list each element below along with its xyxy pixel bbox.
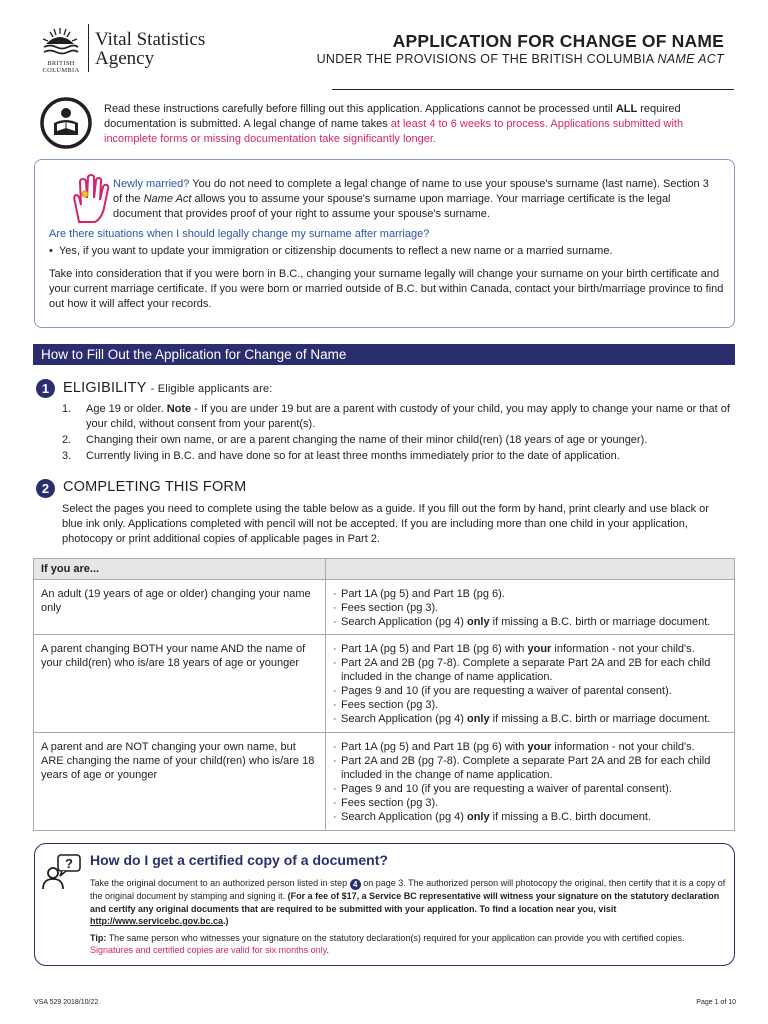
section-heading: How to Fill Out the Application for Change of Name — [33, 344, 735, 365]
step-2-badge: 2 — [36, 479, 55, 498]
list-item: 3. Currently living in B.C. and have done so for at least three months immediately prior to the date of application. — [62, 449, 620, 462]
marriage-question: Are there situations when I should legally change my surname after marriage? — [49, 228, 430, 240]
surname-consideration-text: Take into consideration that if you were born in B.C., changing your surname legally will change your surname on your birth certificate and your current marriage certificate. If you were born or married outside of B.C. but within Canada, contact your birth/marriage province to find out how it will affect your records. — [49, 268, 724, 310]
bc-vital-statistics-logo — [38, 22, 228, 74]
newly-married-text: Newly married? You do not need to complete a legal change of name to use your spouse's surname (last name). Section 3 of the Name Act allows you to assume your spouse's surname upon marriage. Your marriage certificate is the legal document that provides proof of your right to assume your spouse's surname. — [113, 178, 709, 220]
form-code: VSA 529 2018/10/22 — [34, 999, 99, 1006]
table-cell-who: An adult (19 years of age or older) changing your name only — [34, 580, 326, 635]
bc-wordmark: BRITISH COLUMBIA — [42, 60, 80, 74]
table-cell-who: A parent and are NOT changing your own name, but ARE changing the name of your child(ren) who is/are 18 years of age or younger — [34, 733, 326, 831]
table-row — [34, 580, 735, 635]
table-header-cell — [326, 559, 735, 580]
page-number: Page 1 of 10 — [696, 999, 736, 1006]
tip-body: Take the original document to an authorized person listed in step 4 on page 3. The authorized person will photocopy the original, then certify that it is a copy of the original document by stamping and signing it. (For a fee of $17, a Service BC representative will witness your signature on the statutory declaration and certify any original documents that are required to be submitted with your application. To find a location near you, visit http://www.servicebc.gov.bc.ca.) Tip: The same person who witnesses your signature on the statutory declaration(s) required for your application can provide you with certified copies. Signatures and certified copies are valid for six months only. — [90, 878, 726, 955]
tip-title: How do I get a certified copy of a document? — [90, 852, 388, 868]
newly-married-callout — [34, 159, 735, 328]
document-subtitle: UNDER THE PROVISIONS OF THE BRITISH COLUMBIA NAME ACT — [316, 52, 724, 66]
servicebc-link[interactable]: http://www.servicebc.gov.bc.ca — [90, 916, 224, 926]
intro-instructions: Read these instructions carefully before filling out this application. Applications cannot be processed until ALL required documentation is submitted. A legal change of name takes at least 4 to 6 weeks to process. Applications submitted with incomplete forms or missing documentation take significantly longer. — [104, 103, 684, 145]
header-divider — [332, 89, 734, 90]
table-row — [34, 733, 735, 831]
table-cell-who: A parent changing BOTH your name AND the name of your child(ren) who is/are 18 years of age or younger — [34, 635, 326, 733]
table-row — [34, 635, 735, 733]
document-title: APPLICATION FOR CHANGE OF NAME — [392, 31, 724, 51]
certified-copy-tip-box — [34, 843, 735, 966]
hand-with-ring-icon — [61, 172, 117, 228]
list-item: 1. Age 19 or older. Note - If you are under 19 but are a parent with custody of your child, you may apply to change your name or that of your child, without consent from your parent(s). — [62, 403, 730, 430]
reading-instructions-icon — [40, 97, 92, 149]
list-item: 2. Changing their own name, or are a parent changing the name of their minor child(ren) (18 years of age or younger). — [62, 433, 648, 446]
table-header-cell: If you are... — [34, 559, 326, 580]
step-4-badge: 4 — [350, 879, 361, 890]
eligibility-heading: ELIGIBILITY - Eligible applicants are: — [63, 380, 273, 396]
table-cell-pages: · Part 1A (pg 5) and Part 1B (pg 6) with your information - not your child's. · Part 2A and 2B (pg 7-8). Complete a separate Part 2A and 2B for each child included in the change of name application. · Pages 9 and 10 (if you are requesting a waiver of parental consent). · Fees section (pg 3). · Search Application (pg 4) only if missing a B.C. birth or marriage document. — [326, 635, 735, 733]
completing-instructions: Select the pages you need to complete using the table below as a guide. If you fill out the form by hand, print clearly and use black or blue ink only. Applications completed with pencil will not be accepted. If you are including more than one child in your application, photocopy or print additional copies of applicable pages in Part 2. — [62, 503, 709, 545]
question-person-icon — [41, 853, 83, 891]
eligibility-list — [62, 402, 742, 465]
agency-name: Vital Statistics Agency — [95, 29, 206, 69]
logo-divider — [88, 24, 89, 72]
step-1-badge: 1 — [36, 379, 55, 398]
completing-heading: COMPLETING THIS FORM — [63, 479, 247, 495]
table-cell-pages: · Part 1A (pg 5) and Part 1B (pg 6) with your information - not your child's. · Part 2A and 2B (pg 7-8). Complete a separate Part 2A and 2B for each child included in the change of name application. · Pages 9 and 10 (if you are requesting a waiver of parental consent). · Fees section (pg 3). · Search Application (pg 4) only if missing a B.C. birth document. — [326, 733, 735, 831]
table-header-row — [34, 559, 735, 580]
table-cell-pages: · Part 1A (pg 5) and Part 1B (pg 6). · Fees section (pg 3). · Search Application (pg 4) only if missing a B.C. birth or marriage document. — [326, 580, 735, 635]
svg-text:?: ? — [65, 856, 73, 871]
page-guide-table — [33, 558, 735, 831]
marriage-answer-bullet: • Yes, if you want to update your immigration or citizenship documents to reflect a new name or a married surname. — [49, 245, 613, 257]
